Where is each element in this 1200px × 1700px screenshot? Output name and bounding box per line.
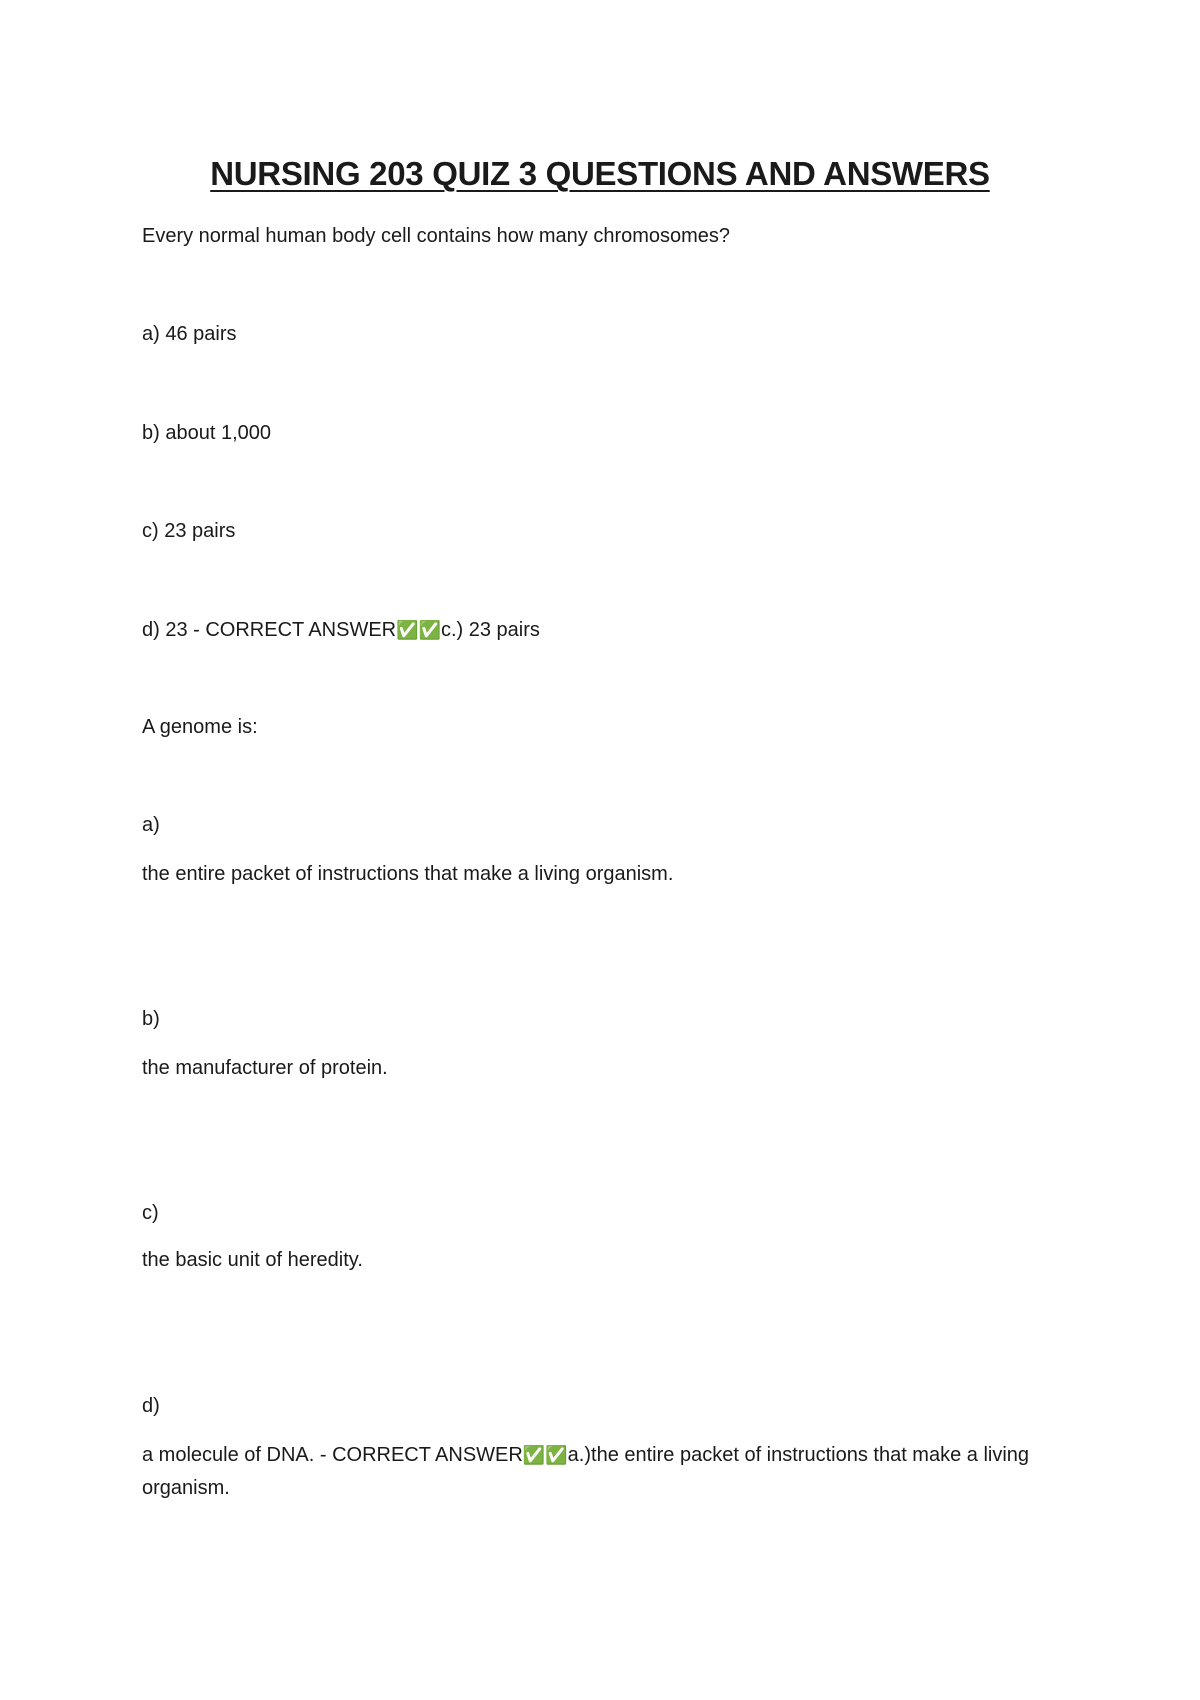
check-mark-icon: ✅✅ — [396, 620, 441, 641]
question-2-option-a-text: the entire packet of instructions that make a living organism. — [142, 863, 674, 885]
question-2-option-a-label: a) — [142, 814, 160, 836]
question-1-option-c: c) 23 pairs — [142, 520, 236, 542]
question-2-option-d: a molecule of DNA. - CORRECT ANSWER — [142, 1444, 523, 1466]
check-mark-icon: ✅✅ — [522, 1445, 568, 1466]
question-1-option-d: d) 23 - CORRECT ANSWER — [142, 619, 397, 641]
document-title — [0, 155, 1200, 193]
document-title-text: NURSING 203 QUIZ 3 QUESTIONS AND ANSWERS — [210, 155, 990, 192]
question-1-option-d-answer — [142, 614, 540, 647]
question-2-option-c-label: c) — [142, 1202, 159, 1224]
question-2-option-d-answer — [142, 1439, 1042, 1504]
question-2-option-b-label: b) — [142, 1008, 160, 1030]
question-2-option-c-text: the basic unit of heredity. — [142, 1249, 363, 1271]
question-2-prompt: A genome is: — [142, 716, 258, 738]
question-1-option-a: a) 46 pairs — [142, 323, 237, 345]
question-2-option-b-text: the manufacturer of protein. — [142, 1057, 388, 1079]
question-1-prompt: Every normal human body cell contains how many chromosomes? — [142, 225, 731, 247]
question-2-correct-answer: a.)the entire packet of instructions that make a living organism. — [142, 1444, 1030, 1499]
question-1-option-b: b) about 1,000 — [142, 422, 271, 444]
question-2-option-d-label: d) — [142, 1395, 160, 1417]
question-1-correct-answer: c.) 23 pairs — [440, 619, 540, 641]
